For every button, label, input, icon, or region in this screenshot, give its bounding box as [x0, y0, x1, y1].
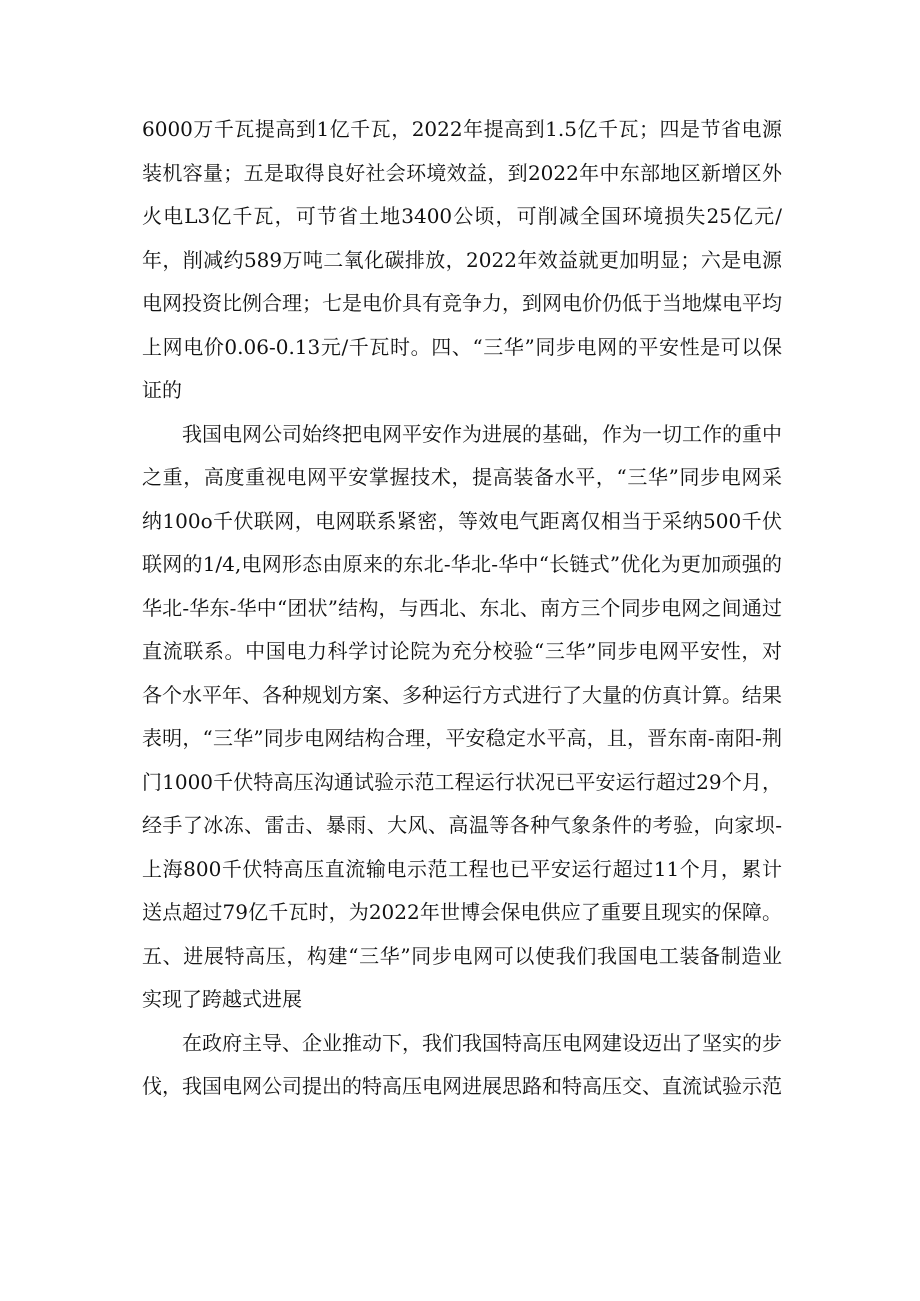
- paragraph-1: 6000万千瓦提高到1亿千瓦，2022年提高到1.5亿千瓦；四是节省电源装机容量；五是取得良好社会环境效益，到2022年中东部地区新增区外火电L3亿千瓦，可节省土地3400公顷，可削减全国环境损失25亿元/年，削减约589万吨二氧化碳排放，2022年效益就更加明显；六是电源电网投资比例合理；七是电价具有竞争力，到网电价仍低于当地煤电平均上网电价0.06-0.13元/千瓦时。四、“三华”同步电网的平安性是可以保证的: [142, 117, 782, 402]
- document-page: [142, 108, 782, 1109]
- paragraph-3: 在政府主导、企业推动下，我们我国特高压电网建设迈出了坚实的步伐，我国电网公司提出的特高压电网进展思路和特高压交、直流试验示范: [142, 1030, 782, 1098]
- paragraph-2: 我国电网公司始终把电网平安作为进展的基础，作为一切工作的重中之重，高度重视电网平安掌握技术，提高装备水平，“三华”同步电网采纳100o千伏联网，电网联系紧密，等效电气距离仅相当于采纳500千伏联网的1/4,电网形态由原来的东北-华北-华中“长链式”优化为更加顽强的华北-华东-华中“团状”结构，与西北、东北、南方三个同步电网之间通过直流联系。中国电力科学讨论院为充分校验“三华”同步电网平安性，对各个水平年、各种规划方案、多种运行方式进行了大量的仿真计算。结果表明，“三华”同步电网结构合理，平安稳定水平高，且，晋东南-南阳-荆门1000千伏特高压沟通试验示范工程运行状况已平安运行超过29个月，经手了冰冻、雷击、暴雨、大风、高温等各种气象条件的考验，向家坝-上海800千伏特高压直流输电示范工程也已平安运行超过11个月，累计送点超过79亿千瓦时，为2022年世博会保电供应了重要且现实的保障。五、进展特高压，构建“三华”同步电网可以使我们我国电工装备制造业实现了跨越式进展: [142, 421, 782, 1011]
